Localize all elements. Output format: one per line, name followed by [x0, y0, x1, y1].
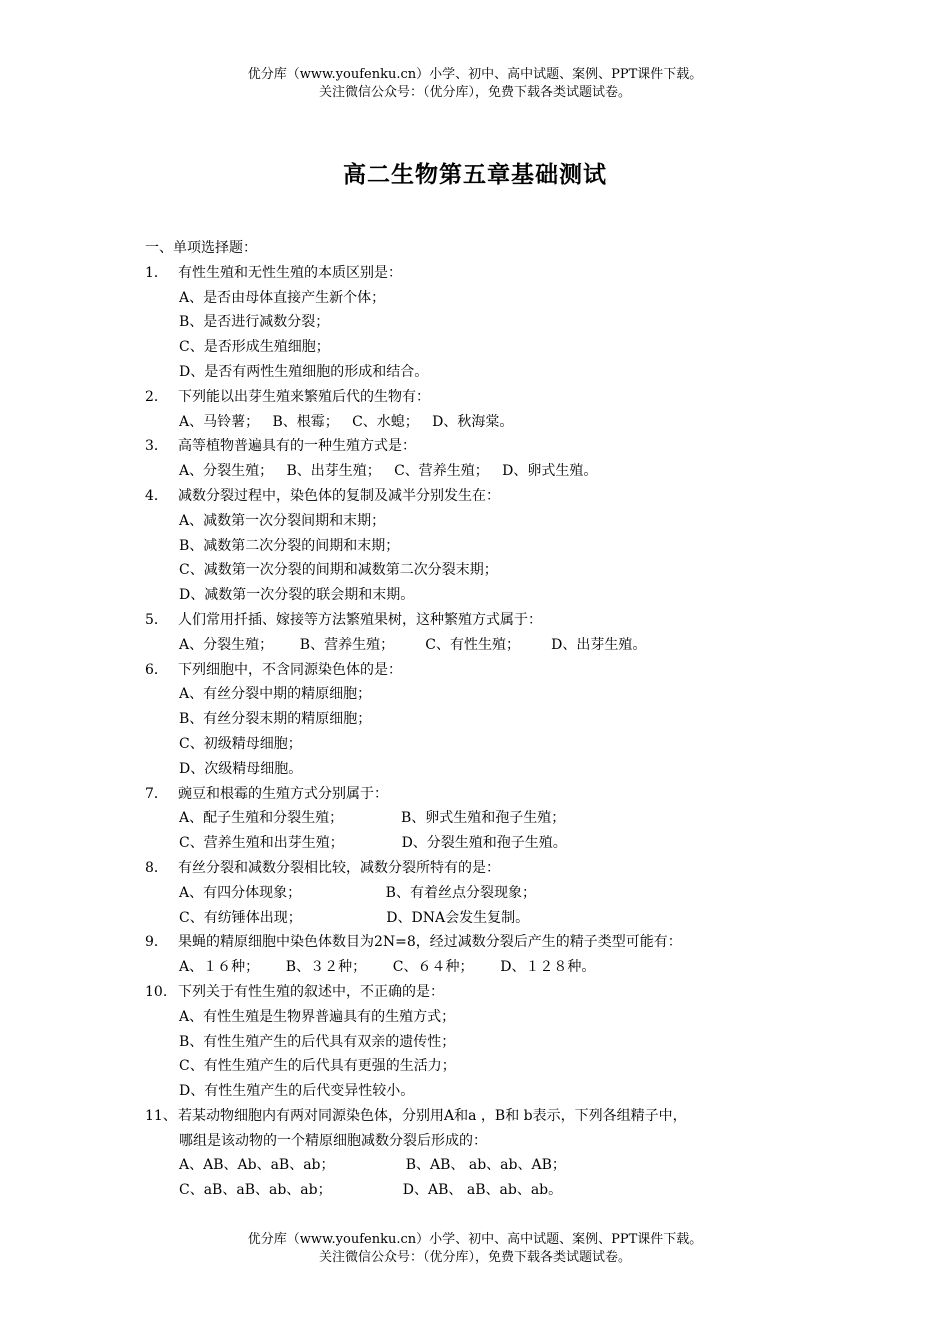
answer-option: C、有性生殖产生的后代具有更强的生活力；	[179, 1058, 456, 1075]
answer-option: A、马铃薯； B、根霉； C、水螅； D、秋海棠。	[179, 413, 514, 430]
answer-option: A、分裂生殖； B、营养生殖； C、有性生殖； D、出芽生殖。	[179, 636, 647, 653]
answer-option: D、是否有两性生殖细胞的形成和结合。	[179, 363, 429, 380]
answer-option: C、是否形成生殖细胞；	[179, 339, 330, 356]
answer-option: A、AB、Ab、aB、ab； B、AB、 ab、ab、AB；	[179, 1157, 566, 1174]
question-number: 7．	[145, 785, 168, 802]
question-list	[145, 236, 865, 1203]
section-heading: 一、单项选择题：	[145, 240, 257, 256]
question-lines	[145, 261, 865, 1203]
question-stem	[145, 1104, 865, 1129]
question-text: 有丝分裂和减数分裂相比较，减数分裂所特有的是：	[178, 859, 500, 876]
answer-option: B、有丝分裂末期的精原细胞；	[179, 711, 372, 728]
question-stem	[145, 385, 865, 410]
header-line-2: 关注微信公众号：（优分库），免费下载各类试题试卷。	[318, 85, 631, 100]
answer-option: B、是否进行减数分裂；	[179, 314, 330, 331]
question-text: 下列关于有性生殖的叙述中，不正确的是：	[178, 983, 444, 1000]
question-number: 6．	[145, 661, 168, 678]
answer-option: B、减数第二次分裂的间期和末期；	[179, 537, 400, 554]
answer-option: A、是否由母体直接产生新个体；	[179, 289, 386, 306]
question-number: 10.	[145, 983, 168, 1000]
question-text: 有性生殖和无性生殖的本质区别是：	[178, 264, 402, 281]
question-number: 4．	[145, 487, 168, 504]
page-title: 高二生物第五章基础测试	[343, 161, 607, 188]
question-stem	[145, 782, 865, 807]
question-number: 3．	[145, 438, 168, 455]
answer-option: C、初级精母细胞；	[179, 735, 302, 752]
answer-option: C、有纺锤体出现； D、DNA会发生复制。	[179, 909, 530, 926]
question-number: 11、	[145, 1107, 177, 1124]
question-text: 减数分裂过程中，染色体的复制及减半分别发生在：	[178, 487, 500, 504]
question-stem	[145, 930, 865, 955]
question-text: 果蝇的精原细胞中染色体数目为2N=8，经过减数分裂后产生的精子类型可能有：	[178, 934, 682, 951]
question-number: 9．	[145, 934, 168, 951]
answer-option: D、减数第一次分裂的联会期和末期。	[179, 587, 415, 604]
answer-option: A、有性生殖是生物界普遍具有的生殖方式；	[179, 1008, 456, 1025]
question-stem	[145, 484, 865, 509]
question-text: 人们常用扦插、嫁接等方法繁殖果树，这种繁殖方式属于：	[178, 611, 542, 628]
question-number: 2．	[145, 388, 168, 405]
question-number: 8．	[145, 859, 168, 876]
answer-option: A、１６种； B、３２种； C、６４种； D、１２８种。	[179, 959, 596, 976]
question-stem	[145, 434, 865, 459]
question-text: 若某动物细胞内有两对同源染色体，分别用A和a ，B和 b表示，下列各组精子中，	[178, 1107, 687, 1124]
question-stem	[145, 856, 865, 881]
answer-option: A、减数第一次分裂间期和末期；	[179, 512, 386, 529]
answer-option: A、分裂生殖； B、出芽生殖； C、营养生殖； D、卵式生殖。	[179, 463, 598, 480]
question-text: 下列能以出芽生殖来繁殖后代的生物有：	[178, 388, 430, 405]
answer-option: D、有性生殖产生的后代变异性较小。	[179, 1083, 415, 1100]
answer-option: D、次级精母细胞。	[179, 760, 303, 777]
answer-option: A、有四分体现象； B、有着丝点分裂现象；	[179, 884, 536, 901]
question-text: 高等植物普遍具有的一种生殖方式是：	[178, 438, 416, 455]
question-stem	[145, 261, 865, 286]
answer-option: C、减数第一次分裂的间期和减数第二次分裂末期；	[179, 562, 498, 579]
footer-line-2: 关注微信公众号：（优分库），免费下载各类试题试卷。	[318, 1250, 631, 1265]
answer-option: C、营养生殖和出芽生殖； D、分裂生殖和孢子生殖。	[179, 835, 567, 852]
page-header	[0, 66, 950, 102]
answer-option: B、有性生殖产生的后代具有双亲的遗传性；	[179, 1033, 456, 1050]
question-number: 1．	[145, 264, 168, 281]
question-stem	[145, 658, 865, 683]
answer-option: A、有丝分裂中期的精原细胞；	[179, 686, 372, 703]
header-line-1: 优分库（www.youfenku.cn）小学、初中、高中试题、案例、PPT课件下载。	[247, 67, 703, 82]
question-number: 5．	[145, 611, 168, 628]
answer-option: A、配子生殖和分裂生殖； B、卵式生殖和孢子生殖；	[179, 810, 566, 827]
answer-option: C、aB、aB、ab、ab； D、AB、 aB、ab、ab。	[179, 1182, 563, 1199]
question-stem	[145, 980, 865, 1005]
footer-line-1: 优分库（www.youfenku.cn）小学、初中、高中试题、案例、PPT课件下载。	[247, 1232, 703, 1247]
page-footer	[0, 1231, 950, 1267]
question-text: 豌豆和根霉的生殖方式分别属于：	[178, 785, 388, 802]
question-text: 下列细胞中，不含同源染色体的是：	[178, 661, 402, 678]
question-stem	[145, 608, 865, 633]
answer-option: 哪组是该动物的一个精原细胞减数分裂后形成的：	[179, 1132, 487, 1149]
